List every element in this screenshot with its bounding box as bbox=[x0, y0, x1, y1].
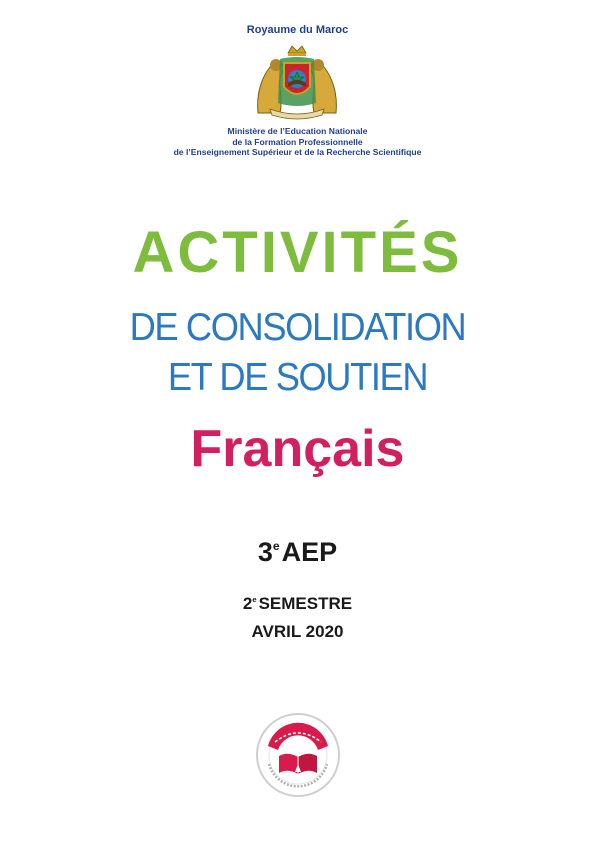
grade-label: AEP bbox=[281, 536, 338, 567]
subject-title: Français bbox=[190, 420, 405, 478]
kingdom-name: Royaume du Maroc bbox=[246, 24, 349, 36]
ministry-line-1: Ministère de l’Education Nationale bbox=[227, 126, 368, 136]
semester-label: SEMESTRE bbox=[258, 593, 353, 613]
ministry-line-3: de l’Enseignement Supérieur et de la Recherche Scientifique bbox=[173, 147, 422, 157]
ministry-name bbox=[0, 126, 595, 158]
grade-number: 3 bbox=[257, 536, 273, 567]
publication-date: AVRIL 2020 bbox=[251, 622, 344, 641]
semester-number: 2 bbox=[242, 593, 253, 613]
grade-suffix: e bbox=[272, 539, 280, 553]
semester-suffix: e bbox=[252, 595, 257, 604]
publisher-logo-icon bbox=[255, 712, 341, 798]
ministry-line-2: de la Formation Professionnelle bbox=[232, 136, 363, 147]
semester bbox=[0, 590, 595, 614]
title-activites: ACTIVITÉS bbox=[132, 220, 463, 285]
grade-level bbox=[0, 530, 595, 568]
title-consolidation: DE CONSOLIDATION bbox=[129, 306, 466, 349]
coat-of-arms-icon bbox=[250, 43, 344, 121]
title-soutien: ET DE SOUTIEN bbox=[167, 356, 428, 399]
